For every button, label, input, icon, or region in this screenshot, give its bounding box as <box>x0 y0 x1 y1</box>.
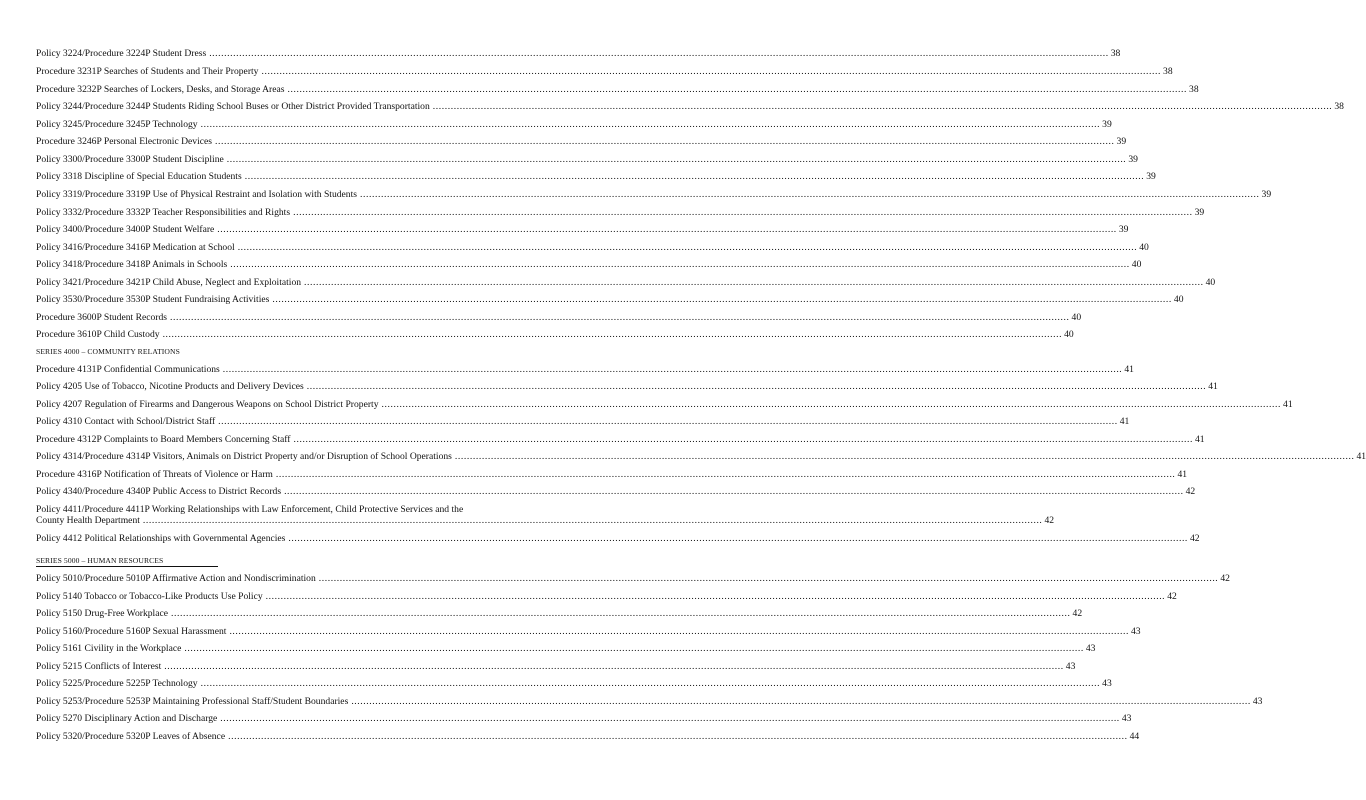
toc-entry-title: Procedure 3610P Child Custody <box>36 329 160 340</box>
toc-leader-dots: ............................................................................................................................................................................................................................................................................................................ <box>454 451 1355 462</box>
toc-entry-page: 41 <box>1283 399 1293 410</box>
toc-leader-dots: ............................................................................................................................................................................................................................................................................................................ <box>275 469 1176 480</box>
toc-entry <box>36 626 1141 637</box>
toc-entry <box>36 434 1205 445</box>
toc-leader-dots: ............................................................................................................................................................................................................................................................................................................ <box>306 381 1207 392</box>
toc-leader-dots: ............................................................................................................................................................................................................................................................................................................ <box>209 48 1109 59</box>
toc-entry <box>36 224 1129 235</box>
toc-entry-page: 41 <box>1177 469 1188 480</box>
toc-entry-title: Policy 5320/Procedure 5320P Leaves of Absence <box>36 731 226 742</box>
toc-leader-dots: ............................................................................................................................................................................................................................................................................................................ <box>226 154 1127 165</box>
toc-entry <box>36 136 1127 147</box>
toc-entry <box>36 84 1199 95</box>
toc-entry <box>36 533 1200 544</box>
toc-entry-title: Policy 3224/Procedure 3224P Student Dress <box>36 48 207 59</box>
toc-entry <box>36 486 1196 497</box>
toc-entry-title-line1: Policy 4411/Procedure 4411P Working Relationships with Law Enforcement, Child Protective Services and the <box>36 504 464 515</box>
toc-entry-page: 42 <box>1167 591 1177 602</box>
toc-entry <box>36 207 1205 218</box>
toc-entry-title: Policy 5270 Disciplinary Action and Discharge <box>36 713 218 724</box>
toc-entry <box>36 731 1140 742</box>
toc-leader-dots: ............................................................................................................................................................................................................................................................................................................ <box>162 329 1063 340</box>
toc-leader-dots: ............................................................................................................................................................................................................................................................................................................ <box>220 713 1120 724</box>
toc-leader-dots: ............................................................................................................................................................................................................................................................................................................ <box>200 678 1101 689</box>
toc-leader-dots: ............................................................................................................................................................................................................................................................................................................ <box>351 696 1251 707</box>
toc-leader-dots: ............................................................................................................................................................................................................................................................................................................ <box>222 364 1123 375</box>
toc-entry <box>36 661 1076 672</box>
toc-entry-title: Procedure 4131P Confidential Communications <box>36 364 220 375</box>
toc-entry-title: Procedure 4316P Notification of Threats of Violence or Harm <box>36 469 273 480</box>
toc-entry-page: 41 <box>1356 451 1366 462</box>
toc-entry <box>36 119 1112 130</box>
toc-entry <box>36 171 1156 182</box>
toc-entry-title: Policy 3418/Procedure 3418P Animals in Schools <box>36 259 228 270</box>
toc-entry <box>36 66 1173 77</box>
toc-entry <box>36 277 1216 288</box>
toc-leader-dots: ............................................................................................................................................................................................................................................................................................................ <box>360 189 1260 200</box>
toc-entry-page: 41 <box>1124 364 1134 375</box>
series-4000-heading: SERIES 4000 – COMMUNITY RELATIONS <box>36 347 180 356</box>
toc-entry <box>36 678 1112 689</box>
toc-entry-page: 38 <box>1110 48 1121 59</box>
series-5000-heading: SERIES 5000 – HUMAN RESOURCES <box>36 556 218 567</box>
toc-entry-title: Policy 5161 Civility in the Workplace <box>36 643 182 654</box>
toc-entry-title: Policy 3245/Procedure 3245P Technology <box>36 119 198 130</box>
toc-entry-page: 42 <box>1189 533 1200 544</box>
toc-leader-dots: ............................................................................................................................................................................................................................................................................................................ <box>200 119 1101 130</box>
toc-leader-dots: ............................................................................................................................................................................................................................................................................................................ <box>218 416 1118 427</box>
toc-entry-title: Policy 4412 Political Relationships with Governmental Agencies <box>36 533 286 544</box>
toc-leader-dots: ............................................................................................................................................................................................................................................................................................................ <box>304 277 1204 288</box>
toc-leader-dots: ............................................................................................................................................................................................................................................................................................................ <box>244 171 1145 182</box>
toc-entry-page: 42 <box>1185 486 1196 497</box>
toc-leader-dots: ............................................................................................................................................................................................................................................................................................................ <box>284 486 1184 497</box>
toc-entry-title: Policy 3300/Procedure 3300P Student Discipline <box>36 154 224 165</box>
toc-entry-title: Policy 3318 Discipline of Special Education Students <box>36 171 242 182</box>
toc-leader-dots: ............................................................................................................................................................................................................................................................................................................ <box>432 101 1333 112</box>
toc-entry <box>36 469 1188 480</box>
toc-entry-two-line <box>36 504 1055 526</box>
toc-entry-title: Policy 4207 Regulation of Firearms and Dangerous Weapons on School District Property <box>36 399 379 410</box>
toc-leader-dots: ............................................................................................................................................................................................................................................................................................................ <box>215 136 1115 147</box>
toc-entry-page: 43 <box>1130 626 1141 637</box>
toc-entry-title: Policy 3319/Procedure 3319P Use of Physical Restraint and Isolation with Students <box>36 189 358 200</box>
toc-entry-title: Procedure 4312P Complaints to Board Members Concerning Staff <box>36 434 291 445</box>
toc-entry-page: 40 <box>1064 329 1074 340</box>
toc-leader-dots: ............................................................................................................................................................................................................................................................................................................ <box>288 533 1188 544</box>
toc-entry <box>36 416 1130 427</box>
toc-entry-title: Policy 3530/Procedure 3530P Student Fundraising Activities <box>36 294 270 305</box>
toc-entry <box>36 643 1096 654</box>
toc-entry-page: 39 <box>1102 119 1112 130</box>
toc-entry <box>36 573 1230 584</box>
toc-leader-dots: ............................................................................................................................................................................................................................................................................................................ <box>261 66 1162 77</box>
toc-entry-page: 40 <box>1173 294 1184 305</box>
toc-leader-dots: ............................................................................................................................................................................................................................................................................................................ <box>272 294 1172 305</box>
toc-entry <box>36 608 1083 619</box>
toc-entry-title: Procedure 3231P Searches of Students and Their Property <box>36 66 259 77</box>
toc-entry-title: Policy 5150 Drug-Free Workplace <box>36 608 168 619</box>
toc-leader-dots: ............................................................................................................................................................................................................................................................................................................ <box>229 626 1129 637</box>
toc-entry-page: 43 <box>1085 643 1096 654</box>
toc-entry-page: 39 <box>1128 154 1138 165</box>
toc-entry-page: 41 <box>1119 416 1130 427</box>
toc-entry-page: 40 <box>1139 242 1149 253</box>
toc-entry <box>36 329 1074 340</box>
toc-entry <box>36 399 1293 410</box>
toc-entry-page: 39 <box>1118 224 1129 235</box>
toc-entry-title: Policy 5225/Procedure 5225P Technology <box>36 678 198 689</box>
toc-entry-page: 38 <box>1334 101 1344 112</box>
toc-leader-dots: ............................................................................................................................................................................................................................................................................................................ <box>293 207 1193 218</box>
toc-entry-title: Policy 4205 Use of Tobacco, Nicotine Products and Delivery Devices <box>36 381 304 392</box>
toc-entry <box>36 189 1272 200</box>
toc-entry-page: 39 <box>1146 171 1156 182</box>
toc-entry <box>36 381 1218 392</box>
toc-entry-page: 43 <box>1252 696 1263 707</box>
toc-entry-page: 38 <box>1189 84 1199 95</box>
toc-entry-page: 43 <box>1065 661 1076 672</box>
toc-entry <box>36 48 1121 59</box>
toc-entry-title: Policy 3244/Procedure 3244P Students Riding School Buses or Other District Provided Transportation <box>36 101 430 112</box>
toc-entry <box>36 242 1149 253</box>
toc-entry-page: 39 <box>1116 136 1127 147</box>
toc-entry <box>36 154 1138 165</box>
toc-leader-dots: ............................................................................................................................................................................................................................................................................................................ <box>237 242 1138 253</box>
toc-entry-title: Policy 4314/Procedure 4314P Visitors, Animals on District Property and/or Disruption of School Operations <box>36 451 452 462</box>
toc-entry <box>36 101 1344 112</box>
toc-entry-title: Policy 3332/Procedure 3332P Teacher Responsibilities and Rights <box>36 207 291 218</box>
toc-entry-title: Policy 5010/Procedure 5010P Affirmative Action and Nondiscrimination <box>36 573 316 584</box>
toc-entry <box>36 364 1134 375</box>
toc-entry-title-line2: County Health Department <box>36 515 140 526</box>
toc-leader-dots: ............................................................................................................................................................................................................................................................................................................ <box>230 259 1130 270</box>
toc-entry-title: Policy 5215 Conflicts of Interest <box>36 661 162 672</box>
toc-entry-page: 41 <box>1208 381 1218 392</box>
toc-leader-dots: ............................................................................................................................................................................................................................................................................................................ <box>381 399 1282 410</box>
toc-entry <box>36 696 1263 707</box>
toc-leader-dots: ............................................................................................................................................................................................................................................................................................................ <box>293 434 1193 445</box>
toc-leader-dots: ............................................................................................................................................................................................................................................................................................................ <box>217 224 1117 235</box>
toc-entry-page: 42 <box>1220 573 1230 584</box>
toc-leader-dots: ............................................................................................................................................................................................................................................................................................................ <box>164 661 1064 672</box>
toc-leader-dots: ............................................................................................................................................................................................................................................................................................................ <box>318 573 1219 584</box>
toc-entry-page: 39 <box>1194 207 1205 218</box>
toc-entry-page: 42 <box>1072 608 1083 619</box>
toc-entry-title: Policy 3400/Procedure 3400P Student Welfare <box>36 224 215 235</box>
toc-leader-dots: ............................................................................................................................................................................................................................................................................................................ <box>265 591 1166 602</box>
toc-leader-dots: ............................................................................................................................................................................................................................................................................................................ <box>170 312 1070 323</box>
toc-entry-page: 40 <box>1131 259 1142 270</box>
toc-entry <box>36 451 1366 462</box>
toc-leader-dots: ............................................................................................................................................................................................................................................................................................................ <box>228 731 1128 742</box>
toc-entry-page: 39 <box>1261 189 1272 200</box>
toc-entry-title: Policy 4340/Procedure 4340P Public Access to District Records <box>36 486 282 497</box>
toc-entry-page: 42 <box>1044 515 1055 526</box>
toc-entry-title: Policy 5253/Procedure 5253P Maintaining Professional Staff/Student Boundaries <box>36 696 349 707</box>
toc-entry <box>36 591 1177 602</box>
toc-entry-page: 40 <box>1205 277 1216 288</box>
toc-entry-page: 43 <box>1121 713 1132 724</box>
toc-entry-page: 43 <box>1102 678 1112 689</box>
toc-entry-page: 44 <box>1129 731 1140 742</box>
toc-entry-title: Policy 3416/Procedure 3416P Medication at School <box>36 242 235 253</box>
toc-entry-title: Procedure 3246P Personal Electronic Devices <box>36 136 213 147</box>
toc-entry-title: Policy 3421/Procedure 3421P Child Abuse, Neglect and Exploitation <box>36 277 302 288</box>
toc-entry-title: Policy 5160/Procedure 5160P Sexual Harassment <box>36 626 227 637</box>
toc-entry-title: Procedure 3600P Student Records <box>36 312 168 323</box>
toc-entry-title: Policy 4310 Contact with School/District Staff <box>36 416 216 427</box>
toc-entry <box>36 259 1142 270</box>
toc-entry <box>36 713 1132 724</box>
toc-entry-title: Policy 5140 Tobacco or Tobacco-Like Products Use Policy <box>36 591 263 602</box>
toc-leader-dots: ............................................................................................................................................................................................................................................................................................................ <box>287 84 1188 95</box>
toc-entry <box>36 294 1184 305</box>
toc-entry <box>36 312 1082 323</box>
toc-entry-page: 40 <box>1071 312 1082 323</box>
toc-leader-dots: ............................................................................................................................................................................................................................................................................................................ <box>184 643 1084 654</box>
toc-entry-page: 38 <box>1163 66 1173 77</box>
toc-leader-dots: ............................................................................................................................................................................................................................................................................................................ <box>142 515 1043 526</box>
toc-entry-title: Procedure 3232P Searches of Lockers, Desks, and Storage Areas <box>36 84 285 95</box>
toc-leader-dots: ............................................................................................................................................................................................................................................................................................................ <box>171 608 1071 619</box>
toc-entry-page: 41 <box>1195 434 1205 445</box>
